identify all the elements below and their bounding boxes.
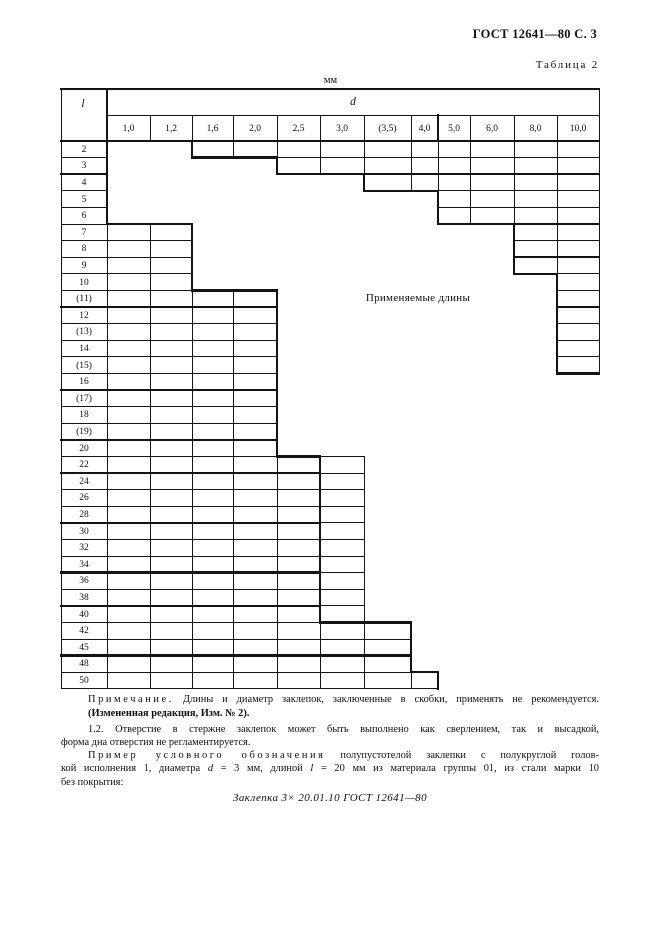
- column-header: (3,5): [378, 123, 397, 134]
- note-text-segment: 1.2. Отверстие в стержне заклепок может быть выполнено как сверлением, так и высадкой,: [88, 723, 599, 735]
- row-label: 6: [81, 211, 87, 222]
- note-line: [61, 762, 599, 776]
- row-label: (13): [76, 327, 92, 338]
- unit-label: мм: [323, 75, 338, 86]
- note-text-segment: Пример условного обозначения: [88, 750, 326, 762]
- column-header: 10,0: [569, 123, 587, 134]
- column-header: 5,0: [448, 123, 460, 134]
- row-group-label: l: [81, 98, 85, 110]
- row-label: 9: [81, 261, 87, 271]
- row-label: 7: [81, 227, 87, 238]
- row-label: (11): [76, 294, 92, 305]
- applicable-lengths-label: Применяемые длины: [365, 292, 471, 304]
- row-label: 50: [79, 676, 89, 686]
- row-label: 30: [79, 526, 89, 537]
- row-label: 8: [81, 244, 87, 255]
- col-group-label: d: [350, 96, 356, 108]
- row-label: 24: [79, 476, 89, 487]
- row-label: 40: [79, 609, 89, 620]
- row-label: 38: [79, 593, 89, 603]
- row-label: (15): [76, 360, 92, 371]
- row-label: 16: [79, 377, 89, 388]
- note-line: [61, 707, 599, 721]
- row-label: 26: [79, 493, 89, 504]
- note-line: [61, 736, 599, 750]
- note-text-segment: l: [310, 763, 314, 775]
- column-header: 1,6: [206, 123, 219, 134]
- note-text-segment: (Измененная редакция, Изм. № 2).: [88, 708, 250, 719]
- row-label: 45: [79, 642, 89, 653]
- note-text-segment: Длины и диаметр заклепок, заключенные в скобки, применять не рекомендуется.: [173, 694, 599, 705]
- column-header: 4,0: [418, 123, 431, 134]
- designation-line: Заклепка 3× 20.01.10 ГОСТ 12641—80: [233, 792, 427, 804]
- note-line: [61, 776, 599, 790]
- note-text-segment: = 3 мм, длиной: [213, 763, 311, 775]
- row-label: 2: [81, 144, 87, 155]
- row-label: (19): [76, 427, 92, 437]
- table-caption: Таблица 2: [535, 59, 599, 71]
- note-text-segment: форма дна отверстия не регламентируется.: [61, 736, 251, 748]
- note-line: [61, 723, 599, 737]
- note-line: [61, 693, 599, 707]
- row-label: 14: [79, 344, 89, 354]
- row-label: 34: [79, 559, 89, 570]
- column-header: 1,2: [165, 123, 177, 134]
- column-header: 8,0: [529, 123, 542, 134]
- row-label: 18: [79, 410, 89, 421]
- row-label: 28: [79, 510, 89, 520]
- note-line: [61, 749, 599, 763]
- row-label: 10: [79, 277, 89, 288]
- row-label: 22: [79, 460, 89, 471]
- note-text-segment: полупустотелой заклепки с полукруглой голов-: [325, 750, 599, 762]
- row-label: 42: [79, 626, 89, 637]
- column-header: 6,0: [486, 123, 498, 134]
- note-text-segment: = 20 мм из материала группы 01, из стали марки 10: [313, 763, 599, 775]
- row-label: (17): [76, 393, 92, 404]
- note-text-segment: Примечание.: [88, 694, 174, 705]
- row-label: 32: [79, 543, 89, 554]
- row-label: 5: [81, 194, 87, 205]
- note-text-segment: без покрытия:: [61, 776, 124, 788]
- column-header: 2,0: [249, 123, 261, 134]
- column-header: 1,0: [122, 123, 135, 134]
- note-text-segment: кой исполнения 1, диаметра: [61, 763, 208, 775]
- row-label: 48: [79, 659, 89, 670]
- page-header-standard-number: ГОСТ 12641—80 С. 3: [472, 27, 597, 41]
- note-text-segment: d: [207, 763, 214, 775]
- column-header: 3,0: [336, 123, 348, 134]
- row-label: 20: [79, 443, 89, 454]
- row-label: 12: [79, 310, 89, 321]
- row-label: 4: [81, 178, 87, 188]
- row-label: 36: [79, 576, 89, 587]
- column-header: 2,5: [292, 123, 305, 134]
- row-label: 3: [81, 161, 87, 172]
